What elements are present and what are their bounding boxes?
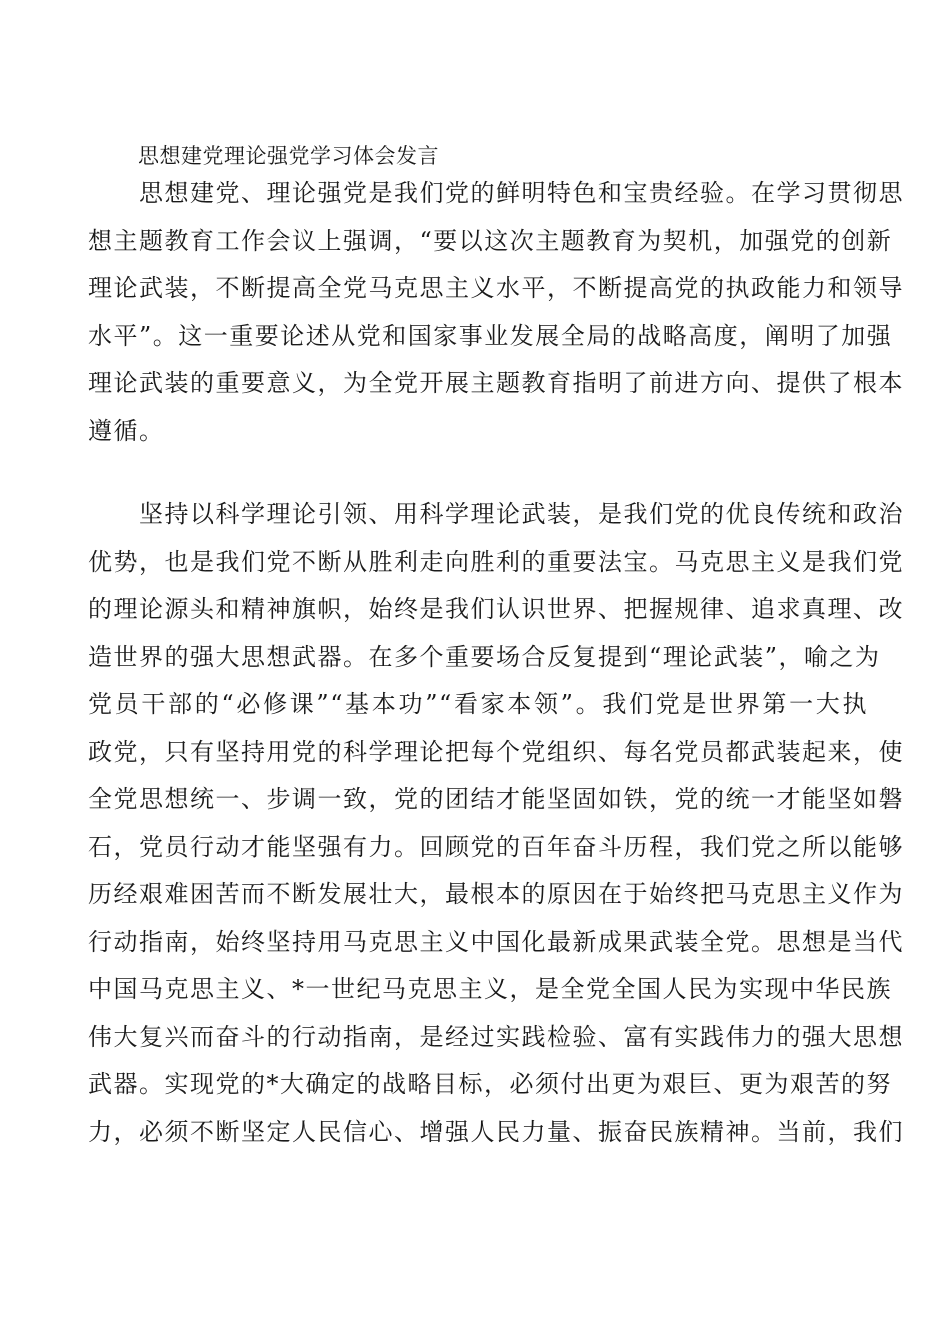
text-line: 思想建党、理论强党是我们党的鲜明特色和宝贵经验。在学习贯彻思: [88, 179, 904, 207]
text-line: 理论武装，不断提高全党马克思主义水平，不断提高党的执政能力和领导: [88, 274, 904, 302]
text-line: 水平”。这一重要论述从党和国家事业发展全局的战略高度，阐明了加强: [88, 321, 893, 350]
text-line: 石，党员行动才能坚强有力。回顾党的百年奋斗历程，我们党之所以能够: [88, 832, 904, 861]
text-line: 想主题教育工作会议上强调，“要以这次主题教育为契机，加强党的创新: [88, 226, 893, 255]
text-line: 理论武装的重要意义，为全党开展主题教育指明了前进方向、提供了根本: [88, 369, 904, 397]
paragraph-2: [88, 491, 904, 1156]
text-line: 伟大复兴而奋斗的行动指南，是经过实践检验、富有实践伟力的强大思想: [88, 1022, 904, 1051]
document-title: 思想建党理论强党学习体会发言: [138, 144, 439, 168]
text-line: 造世界的强大思想武器。在多个重要场合反复提到“理论武装”，喻之为: [88, 642, 881, 671]
text-line: 党员干部的“必修课”“基本功”“看家本领”。我们党是世界第一大执: [88, 690, 868, 718]
text-line: 政党，只有坚持用党的科学理论把每个党组织、每名党员都武装起来，使: [88, 737, 904, 766]
paragraph-1: [88, 170, 904, 455]
text-line: 全党思想统一、步调一致，党的团结才能坚固如铁，党的统一才能坚如磐: [88, 785, 904, 813]
text-line: 行动指南，始终坚持用马克思主义中国化最新成果武装全党。思想是当代: [88, 927, 904, 956]
text-line: 武器。实现党的*大确定的战略目标，必须付出更为艰巨、更为艰苦的努: [88, 1070, 892, 1098]
text-line: 遵循。: [88, 416, 165, 445]
text-line: 中国马克思主义、*一世纪马克思主义，是全党全国人民为实现中华民族: [88, 975, 892, 1003]
text-line: 的理论源头和精神旗帜，始终是我们认识世界、把握规律、追求真理、改: [88, 595, 904, 623]
text-line: 坚持以科学理论引领、用科学理论武装，是我们党的优良传统和政治: [88, 500, 904, 528]
text-line: 历经艰难困苦而不断发展壮大，最根本的原因在于始终把马克思主义作为: [88, 880, 904, 908]
text-line: 力，必须不断坚定人民信心、增强人民力量、振奋民族精神。当前，我们: [88, 1117, 904, 1146]
text-line: 优势，也是我们党不断从胜利走向胜利的重要法宝。马克思主义是我们党: [88, 547, 904, 576]
